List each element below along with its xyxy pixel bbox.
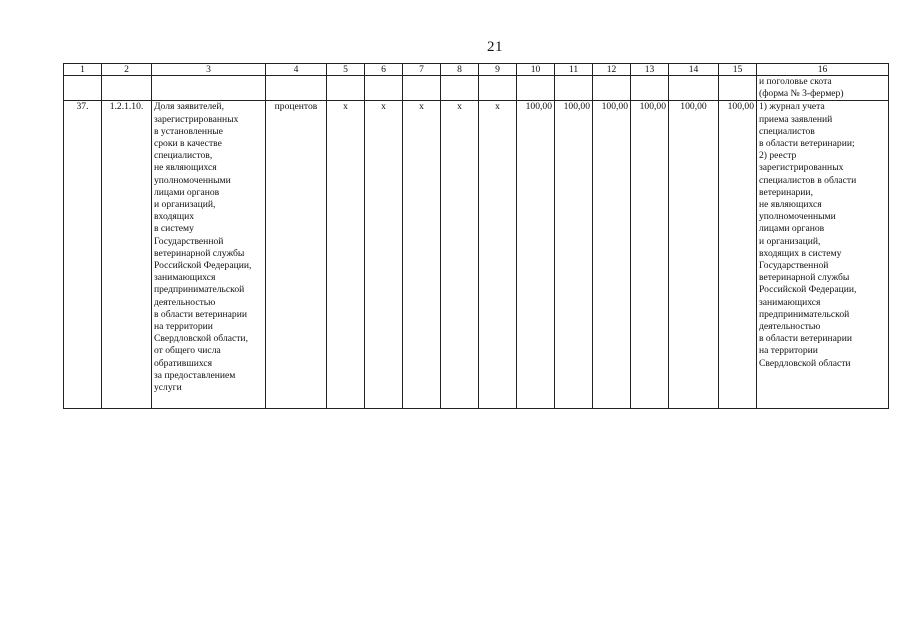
indicator-name-line: в систему	[154, 223, 194, 235]
data-source-line: зарегистрированных	[759, 162, 844, 174]
data-source-line: специалистов в области	[759, 174, 857, 186]
continuation-line: и поголовье скота	[759, 76, 832, 87]
indicator-name-line: услуги	[154, 382, 182, 394]
indicator-name-line: обратившихся	[154, 357, 213, 369]
col-header-16: 16	[757, 64, 889, 76]
indicator-name-line: ветеринарной службы	[154, 247, 245, 259]
indicator-name-line: Российской Федерации,	[154, 260, 252, 272]
value-col-15: 100,00	[719, 101, 757, 409]
value-col-13: 100,00	[631, 101, 669, 409]
row-number: 37.	[64, 101, 102, 409]
data-source-line: ветеринарной службы	[759, 272, 850, 284]
col-header-3: 3	[152, 64, 266, 76]
page-number: 21	[487, 39, 503, 55]
indicator-name-line: на территории	[154, 321, 213, 333]
indicator-name-line: и организаций,	[154, 199, 216, 211]
col-header-12: 12	[593, 64, 631, 76]
col-header-10: 10	[517, 64, 555, 76]
data-source-line: в области ветеринарии	[759, 333, 852, 345]
data-source-cell	[757, 101, 889, 409]
indicator-name-cell	[152, 101, 266, 409]
indicators-table	[63, 63, 889, 409]
value-col-7: х	[403, 101, 441, 409]
data-source-line: входящих в систему	[759, 247, 842, 259]
value-col-10: 100,00	[517, 101, 555, 409]
col-header-8: 8	[441, 64, 479, 76]
data-source-line: специалистов	[759, 125, 815, 137]
data-source-line: 2) реестр	[759, 150, 797, 162]
data-source-line: 1) журнал учета	[759, 101, 825, 113]
indicator-name-line: от общего числа	[154, 345, 221, 357]
col-header-5: 5	[327, 64, 365, 76]
data-source-line: уполномоченными	[759, 211, 836, 223]
data-source-line: приема заявлений	[759, 113, 833, 125]
data-source-line: занимающихся	[759, 296, 821, 308]
data-source-line: Свердловской области	[759, 357, 851, 369]
col-header-14: 14	[669, 64, 719, 76]
data-source-line: в области ветеринарии;	[759, 138, 855, 150]
indicator-name-line: в области ветеринарии	[154, 308, 247, 320]
data-source-line: на территории	[759, 345, 818, 357]
unit-cell: процентов	[266, 101, 327, 409]
value-col-9: х	[479, 101, 517, 409]
col-header-11: 11	[555, 64, 593, 76]
data-source-line: лицами органов	[759, 223, 825, 235]
indicator-name-line: Доля заявителей,	[154, 101, 224, 113]
table-row	[64, 101, 889, 409]
data-source-line: Российской Федерации,	[759, 284, 857, 296]
value-col-5: х	[327, 101, 365, 409]
indicator-name-line: зарегистрированных	[154, 113, 239, 125]
col-header-9: 9	[479, 64, 517, 76]
indicator-name-line: Свердловской области,	[154, 333, 248, 345]
indicator-name-line: уполномоченными	[154, 174, 231, 186]
indicator-name-line: занимающихся	[154, 272, 216, 284]
indicator-name-line: деятельностью	[154, 296, 216, 308]
col-header-2: 2	[102, 64, 152, 76]
indicator-name-line: Государственной	[154, 235, 224, 247]
row-code: 1.2.1.10.	[102, 101, 152, 409]
indicator-name-line: лицами органов	[154, 186, 220, 198]
continuation-row	[64, 76, 889, 101]
continuation-source-cell	[757, 76, 889, 101]
data-source-line: Государственной	[759, 260, 829, 272]
data-source-line: и организаций,	[759, 235, 821, 247]
indicator-name-line: входящих	[154, 211, 195, 223]
data-source-line: не являющихся	[759, 199, 822, 211]
header-row	[64, 64, 889, 76]
continuation-line: (форма № 3-фермер)	[759, 88, 844, 100]
value-col-11: 100,00	[555, 101, 593, 409]
col-header-6: 6	[365, 64, 403, 76]
col-header-1: 1	[64, 64, 102, 76]
value-col-14: 100,00	[669, 101, 719, 409]
col-header-13: 13	[631, 64, 669, 76]
indicator-name-line: не являющихся	[154, 162, 217, 174]
indicator-name-line: за предоставлением	[154, 369, 236, 381]
indicator-name-line: в установленные	[154, 125, 223, 137]
col-header-7: 7	[403, 64, 441, 76]
indicator-name-line: предпринимательской	[154, 284, 245, 296]
indicator-name-line: специалистов,	[154, 150, 213, 162]
data-source-line: ветеринарии,	[759, 186, 813, 198]
col-header-4: 4	[266, 64, 327, 76]
data-source-line: деятельностью	[759, 321, 821, 333]
value-col-6: х	[365, 101, 403, 409]
col-header-15: 15	[719, 64, 757, 76]
value-col-8: х	[441, 101, 479, 409]
indicator-name-line: сроки в качестве	[154, 138, 222, 150]
data-source-line: предпринимательской	[759, 308, 850, 320]
value-col-12: 100,00	[593, 101, 631, 409]
